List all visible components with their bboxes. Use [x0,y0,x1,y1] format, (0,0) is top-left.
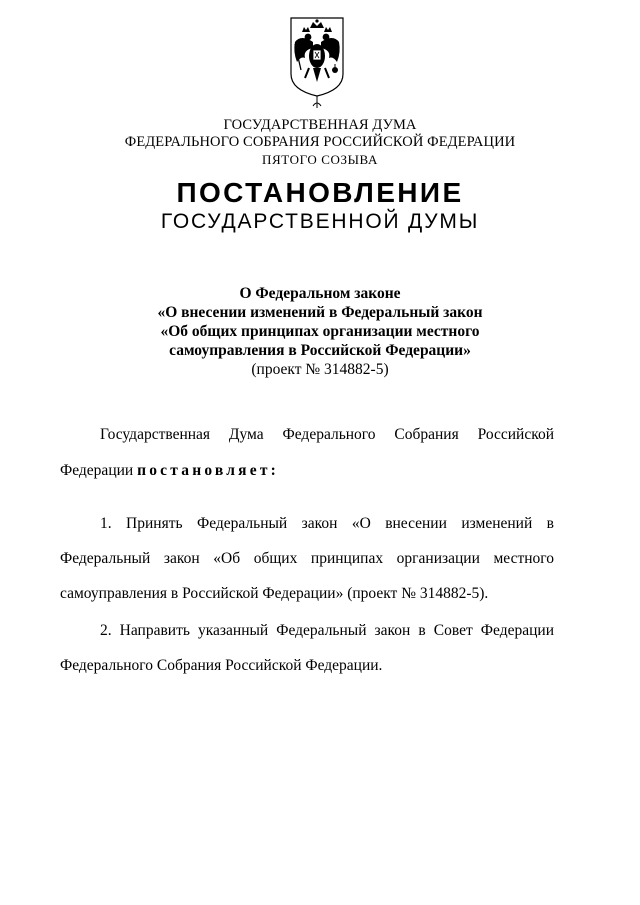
item-1-line-2: Федеральный закон «Об общих принципах организации местного [60,550,554,567]
item-1-line-1: 1. Принять Федеральный закон «О внесении изменений в [100,515,554,532]
intro-line-2 [60,461,554,481]
resolves-word: постановляет: [137,462,279,479]
org-name-line-1: ГОСУДАРСТВЕННАЯ ДУМА [223,117,417,133]
subject-line-3: «Об общих принципах организации местного [160,323,480,340]
org-name-line-2: ФЕДЕРАЛЬНОГО СОБРАНИЯ РОССИЙСКОЙ ФЕДЕРАЦИИ [124,134,516,150]
subject-line-1: О Федеральном законе [239,285,401,302]
item-2-line-2: Федерального Собрания Российской Федерации. [60,657,383,674]
convocation-line: ПЯТОГО СОЗЫВА [262,152,378,167]
coat-of-arms-icon [277,12,357,112]
document-subtitle: ГОСУДАРСТВЕННОЙ ДУМЫ [160,210,480,233]
subject-line-4: самоуправления в Российской Федерации» [169,342,471,359]
intro-line-2-text: Федерации [60,462,134,479]
item-1-line-3: самоуправления в Российской Федерации» (проект № 314882-5). [60,585,489,602]
project-number: (проект № 314882-5) [251,361,389,378]
document-title: ПОСТАНОВЛЕНИЕ [176,177,464,208]
subject-line-2: «О внесении изменений в Федеральный закон [157,304,483,321]
item-2-line-1: 2. Направить указанный Федеральный закон в Совет Федерации [100,622,554,639]
intro-line-1: Государственная Дума Федерального Собрания Российской [100,426,554,443]
